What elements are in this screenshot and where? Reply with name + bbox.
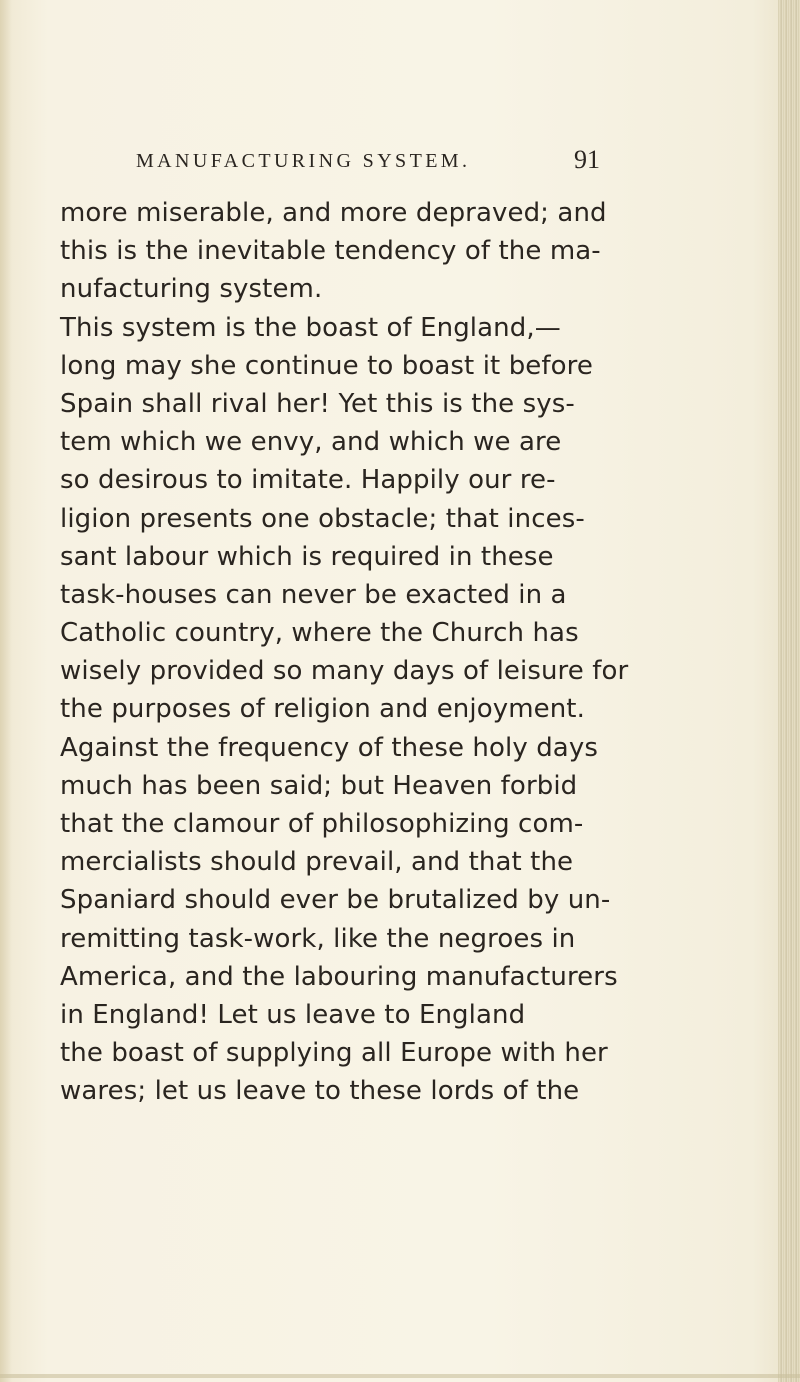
body-text (60, 194, 629, 1111)
text-line: task-houses can never be exacted in a (60, 579, 567, 610)
text-line: the boast of supplying all Europe with her (60, 1038, 608, 1069)
running-title: MANUFACTURING SYSTEM. (136, 150, 471, 172)
text-line: more miserable, and more depraved; and (60, 198, 607, 228)
text-line: much has been said; but Heaven forbid (60, 770, 578, 801)
text-line: that the clamour of philosophizing com- (60, 809, 584, 839)
text-line: remitting task-work, like the negroes in (60, 923, 576, 954)
text-line: tem which we envy, and which we are (60, 427, 562, 458)
text-line: long may she continue to boast it before (60, 350, 593, 381)
text-line: this is the inevitable tendency of the ma- (60, 236, 601, 267)
text-line: This system is the boast of England,— (60, 312, 561, 343)
text-line: in England! Let us leave to England (60, 999, 526, 1030)
text-line: nufacturing system. (60, 274, 323, 305)
text-line: Spaniard should ever be brutalized by un- (60, 885, 611, 916)
text-line: Spain shall rival her! Yet this is the sys- (60, 388, 575, 419)
text-line: sant labour which is required in these (60, 541, 554, 572)
text-line: Against the frequency of these holy days (60, 732, 598, 763)
text-line: wares; let us leave to these lords of the (60, 1076, 580, 1107)
binding-shadow (0, 0, 12, 1382)
text-line: ligion presents one obstacle; that inces- (60, 503, 585, 534)
text-line: so desirous to imitate. Happily our re- (60, 465, 556, 496)
running-head (136, 147, 600, 179)
text-line: Catholic country, where the Church has (60, 618, 579, 649)
text-line: wisely provided so many days of leisure for (60, 656, 629, 687)
text-line: mercialists should prevail, and that the (60, 847, 574, 878)
page-number: 91 (574, 145, 600, 174)
bottom-edge (0, 1374, 800, 1378)
page-edge (778, 0, 800, 1382)
text-line: America, and the labouring manufacturers (60, 961, 618, 992)
text-line: the purposes of religion and enjoyment. (60, 694, 585, 725)
